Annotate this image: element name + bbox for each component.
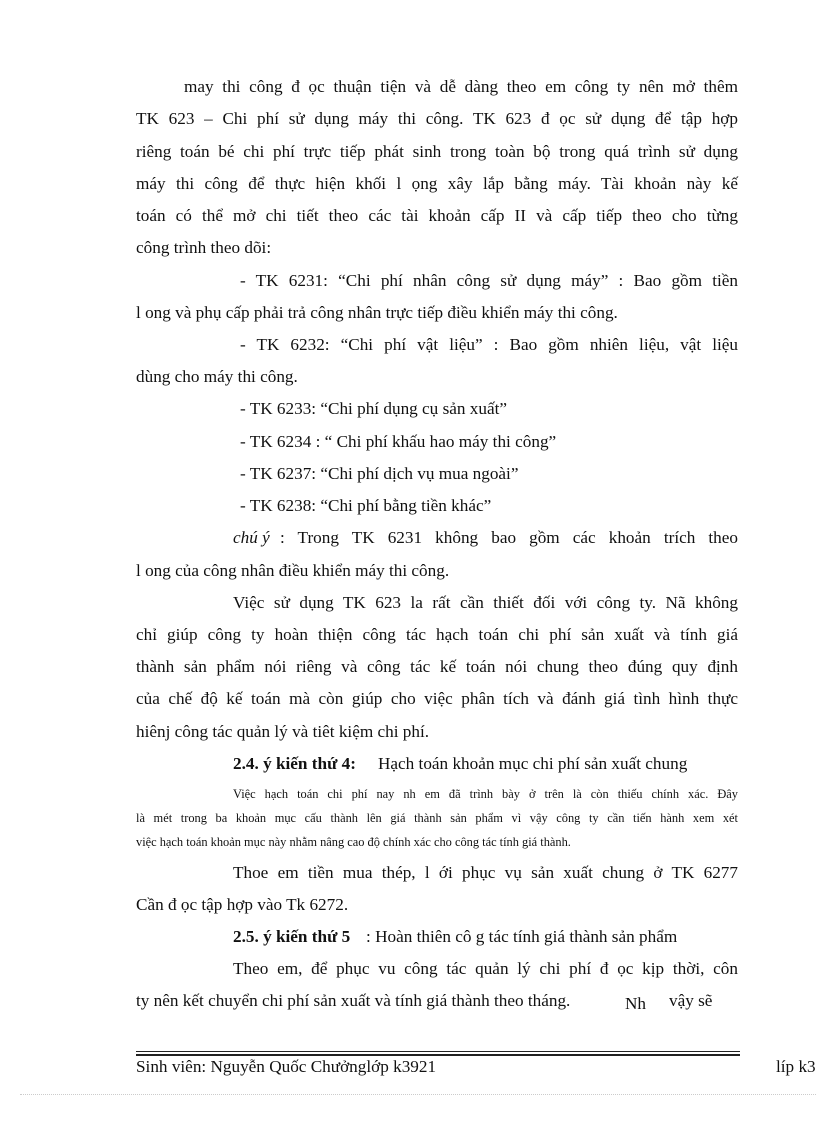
list-item: - TK 6232: “Chi phí vật liệu” : Bao gồm nhiên liệu, vật liệu: [240, 335, 738, 354]
paragraph-line: của chế độ kế toán mà còn giúp cho việc phân tích và đánh giá tình hình thực: [136, 689, 738, 708]
paragraph-line: TK 623 – Chi phí sử dụng máy thi công. TK 623 đ ọc sử dụng để tập hợp: [136, 109, 738, 128]
paragraph-fragment: Nh: [625, 994, 647, 1013]
list-item: - TK 6234 : “ Chi phí khấu hao máy thi công”: [240, 432, 557, 451]
small-paragraph-line: là mét trong ba khoản mục cấu thành lên giá thành sản phẩm vì vậy công ty cần tiến hành xem xét: [136, 811, 738, 825]
list-item: - TK 6238: “Chi phí bằng tiền khác”: [240, 496, 492, 515]
footer-divider: [136, 1051, 740, 1052]
section-heading: 2.5. ý kiến thứ 5: [233, 927, 351, 946]
list-item: - TK 6233: “Chi phí dụng cụ sản xuất”: [240, 399, 508, 418]
footer-student: Sinh viên: Nguyễn Quốc Chưởnglớp k3921: [136, 1057, 437, 1076]
paragraph-line: Việc sử dụng TK 623 la rất cần thiết đối với công ty. Nã không: [233, 593, 738, 612]
paragraph-line: : Trong TK 6231 không bao gồm các khoản trích theo: [280, 528, 738, 547]
paragraph-line: l ong của công nhân điều khiển máy thi công.: [136, 561, 450, 580]
paragraph-line: Cần đ ọc tập hợp vào Tk 6272.: [136, 895, 349, 914]
section-title: : Hoàn thiên cô g tác tính giá thành sản phẩm: [366, 927, 678, 946]
paragraph-line: chỉ giúp công ty hoàn thiện công tác hạch toán chi phí sản xuất và tính giá: [136, 625, 738, 644]
paragraph-line: may thi công đ ọc thuận tiện và dễ dàng theo em công ty nên mở thêm: [184, 77, 738, 96]
paragraph-line: Thoe em tiền mua thép, l ới phục vụ sản xuất chung ở TK 6277: [233, 863, 738, 882]
paragraph-line: công trình theo dõi:: [136, 238, 272, 257]
paragraph-line: l ong và phụ cấp phải trả công nhân trực tiếp điều khiển máy thi công.: [136, 303, 618, 322]
footer-class: líp k3: [776, 1057, 816, 1076]
paragraph-line: máy thi công để thực hiện khối l ọng xây lắp bằng máy. Tài khoản này kế: [136, 174, 738, 193]
small-paragraph-line: Việc hạch toán chi phí nay nh em đã trình bày ở trên là còn thiếu chính xác. Đây: [233, 787, 738, 801]
list-item: - TK 6237: “Chi phí dịch vụ mua ngoài”: [240, 464, 519, 483]
paragraph-line: riêng toán bé chi phí trực tiếp phát sinh trong toàn bộ trong quá trình sử dụng: [136, 142, 738, 161]
section-heading: 2.4. ý kiến thứ 4:: [233, 754, 356, 773]
paragraph-fragment: vậy sẽ: [669, 991, 713, 1010]
section-title: Hạch toán khoản mục chi phí sản xuất chung: [378, 754, 688, 773]
paragraph-line: ty nên kết chuyển chi phí sản xuất và tính giá thành theo tháng.: [136, 991, 571, 1010]
note-label: chú ý: [233, 528, 270, 547]
paragraph-line: Theo em, để phục vu công tác quản lý chi phí đ ọc kịp thời, côn: [233, 959, 738, 978]
page-edge-dotted-line: [20, 1094, 816, 1095]
paragraph-line: thành sản phẩm nói riêng và công tác kế toán nói chung theo đúng quy định: [136, 657, 738, 676]
list-item: - TK 6231: “Chi phí nhân công sử dụng máy” : Bao gồm tiền: [240, 271, 738, 290]
paragraph-line: toán có thể mở chi tiết theo các tài khoản cấp II và cấp tiếp theo cho từng: [136, 206, 738, 225]
paragraph-line: hiênj công tác quản lý và tiêt kiệm chi phí.: [136, 722, 430, 741]
paragraph-line: dùng cho máy thi công.: [136, 367, 298, 386]
small-paragraph-line: việc hạch toán khoản mục này nhằm nâng cao độ chính xác cho công tác tính giá thành.: [136, 835, 571, 849]
